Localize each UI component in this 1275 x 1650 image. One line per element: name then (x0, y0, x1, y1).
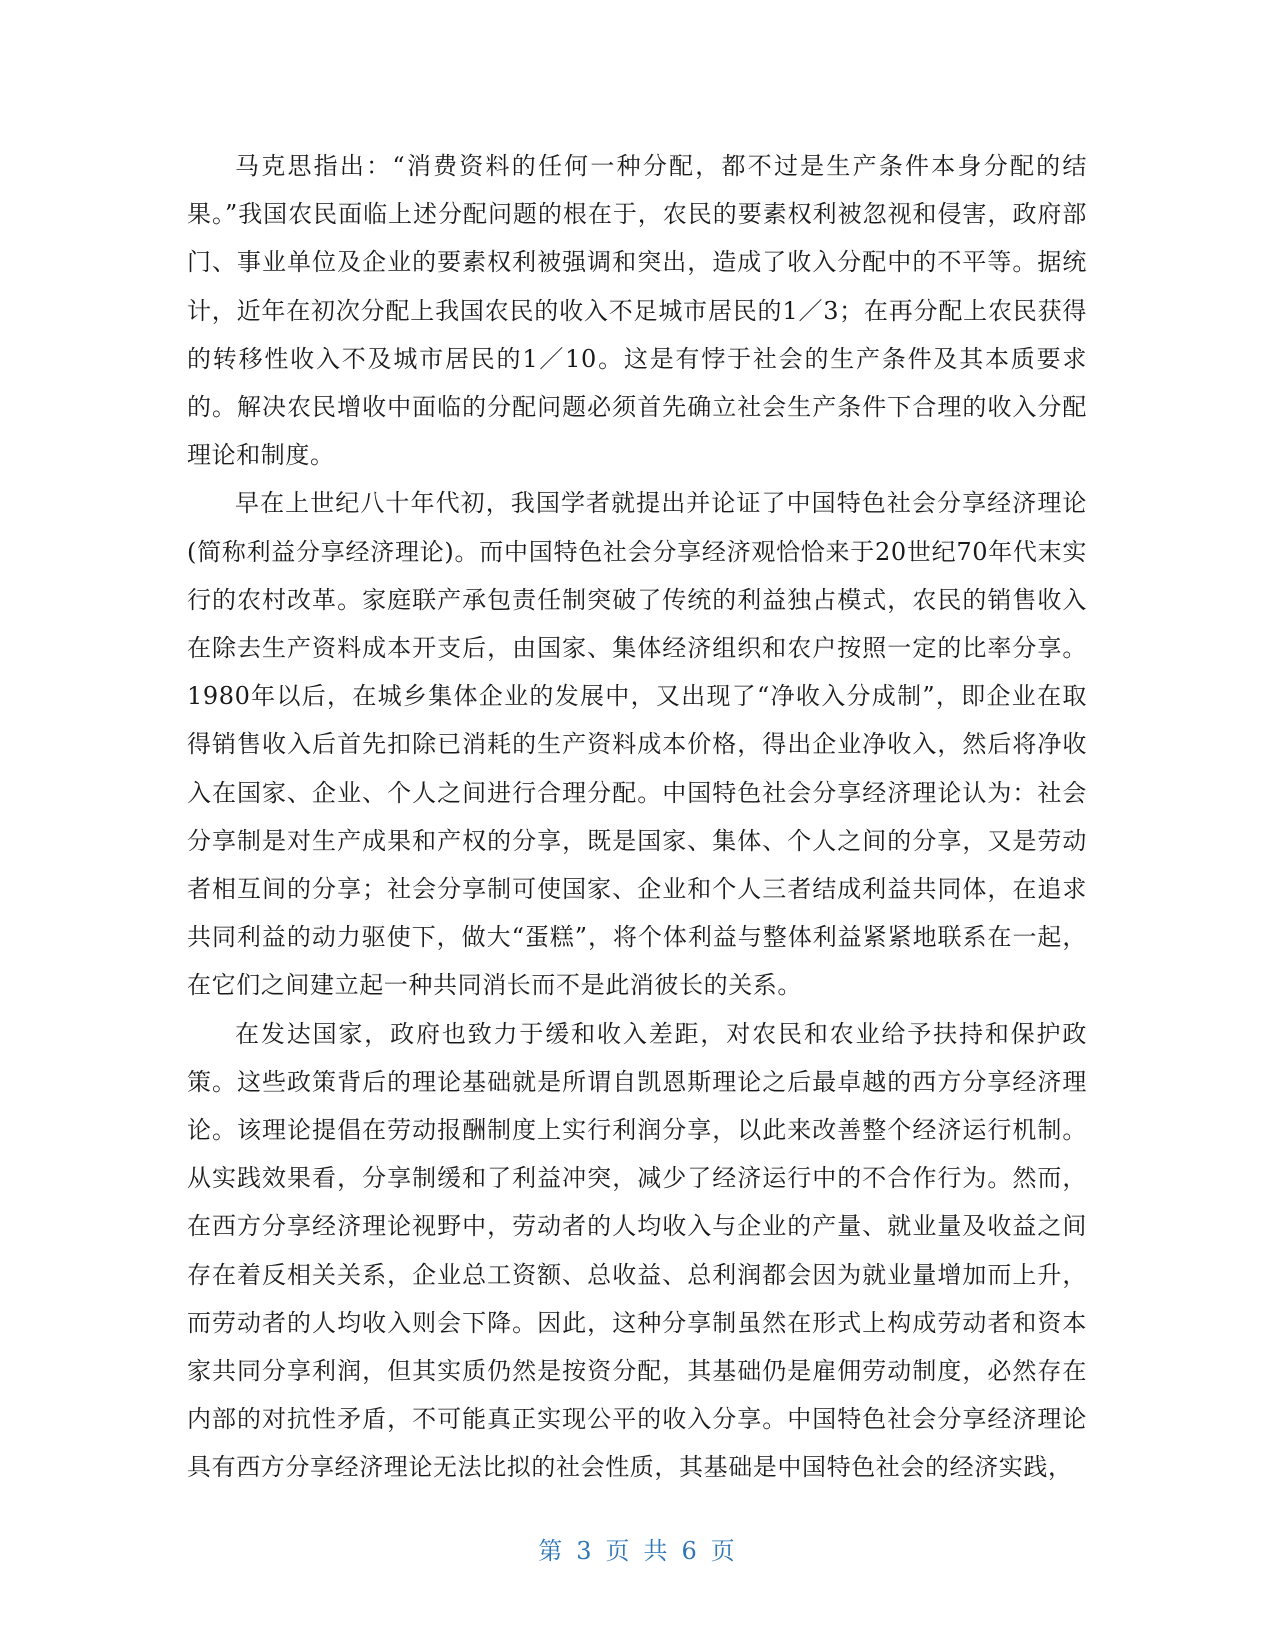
footer-total-suffix: 页 (710, 1537, 737, 1565)
paragraph-1: 马克思指出：“消费资料的任何一种分配，都不过是生产条件本身分配的结果。”我国农民面临上述分配问题的根在于，农民的要素权利被忽视和侵害，政府部门、事业单位及企业的要素权利被强调和突出，造成了收入分配中的不平等。据统计，近年在初次分配上我国农民的收入不足城市居民的1／3；在再分配上农民获得的转移性收入不及城市居民的1／10。这是有悖于社会的生产条件及其本质要求的。解决农民增收中面临的分配问题必须首先确立社会生产条件下合理的收入分配理论和制度。 (187, 152, 1087, 470)
footer-total-prefix: 共 (643, 1537, 670, 1565)
paragraph-3: 在发达国家，政府也致力于缓和收入差距，对农民和农业给予扶持和保护政策。这些政策背后的理论基础就是所谓自凯恩斯理论之后最卓越的西方分享经济理论。该理论提倡在劳动报酬制度上实行利润分享，以此来改善整个经济运行机制。从实践效果看，分享制缓和了利益冲突，减少了经济运行中的不合作行为。然而，在西方分享经济理论视野中，劳动者的人均收入与企业的产量、就业量及收益之间存在着反相关关系，企业总工资额、总收益、总利润都会因为就业量增加而上升，而劳动者的人均收入则会下降。因此，这种分享制虽然在形式上构成劳动者和资本家共同分享利润，但其实质仍然是按资分配，其基础仍是雇佣劳动制度，必然存在内部的对抗性矛盾，不可能真正实现公平的收入分享。中国特色社会分享经济理论具有西方分享经济理论无法比拟的社会性质，其基础是中国特色社会的经济实践， (187, 1019, 1087, 1482)
footer-current-page: 3 (576, 1537, 594, 1565)
footer-prefix: 第 (538, 1537, 565, 1565)
body-text (187, 142, 1087, 1492)
footer-page-word: 页 (605, 1537, 632, 1565)
footer-total-pages: 6 (681, 1537, 699, 1565)
page-footer (0, 1531, 1275, 1566)
paragraph-2: 早在上世纪八十年代初，我国学者就提出并论证了中国特色社会分享经济理论(简称利益分享经济理论)。而中国特色社会分享经济观恰恰来于20世纪70年代末实行的农村改革。家庭联产承包责任制突破了传统的利益独占模式，农民的销售收入在除去生产资料成本开支后，由国家、集体经济组织和农户按照一定的比率分享。1980年以后，在城乡集体企业的发展中，又出现了“净收入分成制”，即企业在取得销售收入后首先扣除已消耗的生产资料成本价格，得出企业净收入，然后将净收入在国家、企业、个人之间进行合理分配。中国特色社会分享经济理论认为：社会分享制是对生产成果和产权的分享，既是国家、集体、个人之间的分享，又是劳动者相互间的分享；社会分享制可使国家、企业和个人三者结成利益共同体，在追求共同利益的动力驱使下，做大“蛋糕”，将个体利益与整体利益紧紧地联系在一起，在它们之间建立起一种共同消长而不是此消彼长的关系。 (187, 489, 1087, 1000)
